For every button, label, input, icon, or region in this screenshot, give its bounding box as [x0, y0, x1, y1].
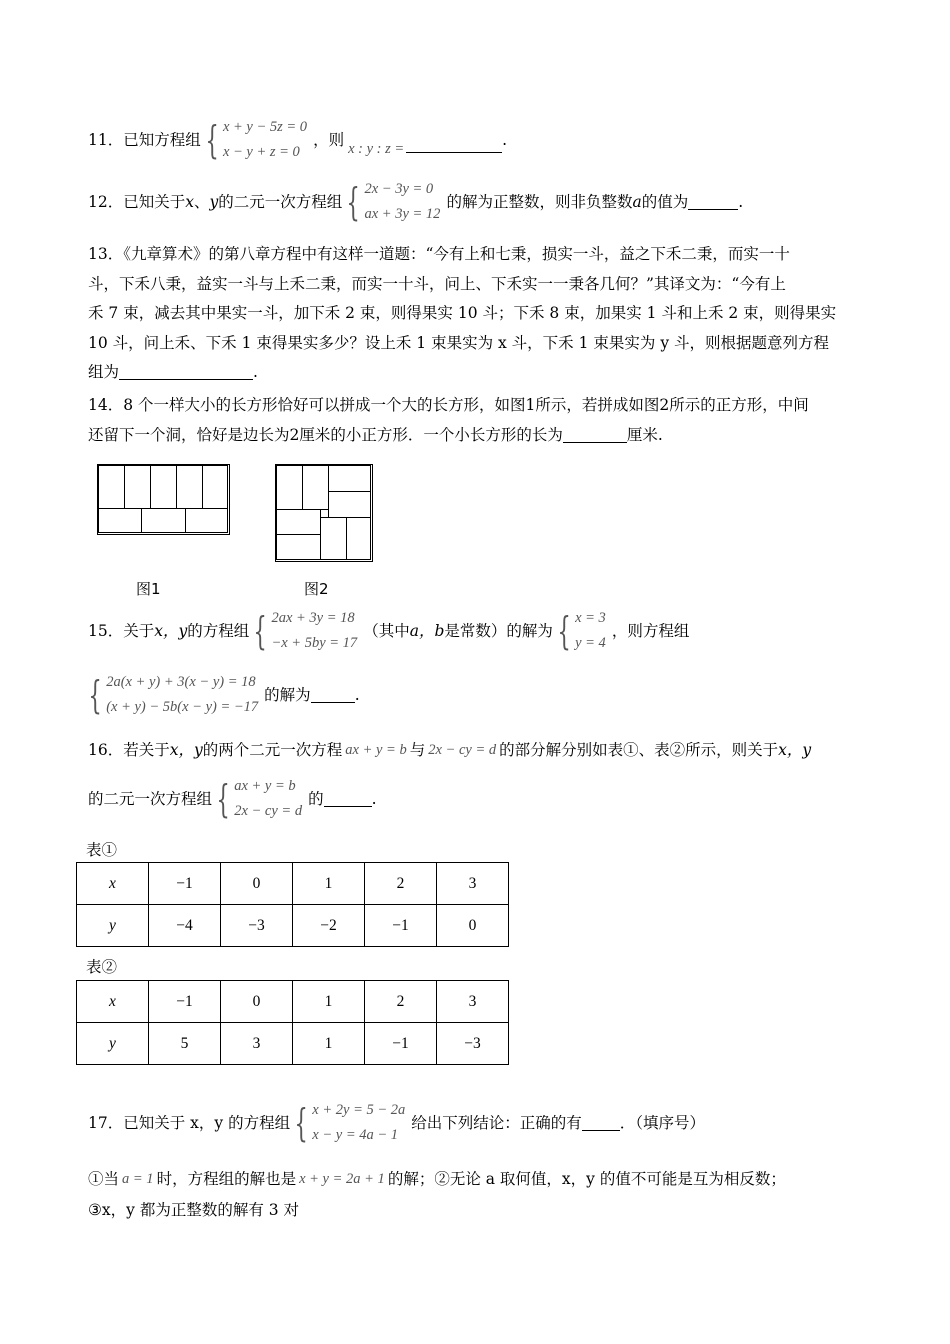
question-text: 还留下一个洞，恰好是边长为2厘米的小正方形．一个小长方形的长为	[88, 426, 563, 444]
answer-blank[interactable]	[688, 195, 738, 210]
table-cell: −3	[437, 1023, 509, 1065]
equation: 2a(x + y) + 3(x − y) = 18	[106, 674, 256, 690]
equation: ax + y = b	[345, 742, 407, 758]
brace-icon: {	[253, 609, 268, 653]
table-cell: 3	[221, 1023, 293, 1065]
variable: x	[185, 193, 194, 211]
answer-blank[interactable]	[406, 138, 502, 153]
equation: ax + 3y = 12	[364, 206, 441, 222]
table-cell: −2	[293, 905, 365, 947]
variables: x，y	[778, 741, 812, 759]
brace-icon: {	[216, 777, 230, 821]
question-text: 的方程组	[187, 622, 250, 640]
question-text: 的解为	[264, 686, 311, 704]
question-15-system	[84, 673, 360, 717]
table-cell: 5	[149, 1023, 221, 1065]
table-cell: 2	[365, 981, 437, 1023]
q13-line2: 斗，下禾八秉，益实一斗与上禾二秉，而实一十斗，问上、下禾实一一秉各几何？”其译文为：“今有上	[88, 275, 786, 293]
q17-conclusion-3: ③x，y 都为正整数的解有 3 对	[88, 1201, 300, 1219]
solution-system	[555, 609, 608, 653]
table-row	[77, 863, 509, 905]
question-text: 若关于	[123, 741, 170, 759]
question-number: 17．	[88, 1114, 124, 1132]
variables: x，y	[154, 622, 188, 640]
question-number: 12．	[88, 193, 124, 211]
rectangle	[320, 517, 347, 560]
equation-system	[292, 1101, 407, 1145]
brace-icon: {	[88, 673, 102, 717]
equation-system	[251, 609, 359, 653]
table-cell: 1	[293, 863, 365, 905]
question-text: 的值为	[641, 193, 689, 211]
variable: a	[632, 193, 642, 211]
table-cell: −1	[149, 981, 221, 1023]
question-11	[88, 118, 507, 162]
rectangle	[98, 508, 142, 533]
rectangle	[276, 534, 321, 560]
equation: x − y + z = 0	[222, 144, 300, 160]
table-cell: x	[77, 863, 149, 905]
question-text: ，则	[313, 131, 345, 149]
rectangle	[98, 465, 125, 509]
equation: −x + 5by = 17	[271, 635, 358, 651]
table-cell: −1	[365, 905, 437, 947]
rectangle	[302, 465, 329, 510]
rectangle	[141, 508, 186, 533]
question-text: ，则方程组	[611, 622, 690, 640]
figure-1-caption: 图1	[136, 580, 161, 598]
question-number: 11．	[88, 131, 124, 149]
equation: 2x − cy = d	[234, 803, 303, 819]
question-text: 的解为正整数，则非负整数	[446, 193, 633, 211]
table-cell: 0	[221, 863, 293, 905]
equation: 2ax + 3y = 18	[271, 610, 355, 626]
q13-line4: 10 斗，问上禾、下禾 1 束得果实多少？设上禾 1 束果实为 x 斗，下禾 1 束果实为 y 斗，则根据题意列方程	[88, 334, 830, 352]
table-cell: x	[77, 981, 149, 1023]
rectangle	[328, 465, 371, 492]
rectangle	[202, 465, 228, 509]
table-2	[76, 980, 509, 1065]
q14-line1: 14．8 个一样大小的长方形恰好可以拼成一个大的长方形，如图1所示，若拼成如图2所示的正方形，中间	[88, 396, 809, 414]
equation: x + y = 2a + 1	[299, 1171, 385, 1187]
table-row	[77, 1023, 509, 1065]
rectangle	[276, 465, 303, 510]
question-text: （其中	[363, 622, 410, 640]
table-cell: 3	[437, 863, 509, 905]
question-16	[88, 740, 811, 760]
table-cell: 0	[437, 905, 509, 947]
equation-system	[214, 777, 304, 821]
brace-icon: {	[294, 1101, 308, 1145]
rectangle	[185, 508, 228, 533]
question-text: 的部分解分别如表①、表②所示，则关于	[499, 741, 779, 759]
question-text: 的两个二元一次方程	[202, 741, 343, 759]
question-text: 时，方程组的解也是	[156, 1170, 297, 1188]
equation: 2x − 3y = 0	[364, 181, 434, 197]
table-cell: 0	[221, 981, 293, 1023]
rectangle	[328, 491, 371, 518]
question-text: 关于	[123, 622, 155, 640]
table-cell: 2	[365, 863, 437, 905]
ratio-expression: x : y : z =	[348, 141, 405, 157]
table-row	[77, 905, 509, 947]
period: .	[354, 686, 360, 704]
question-text: 已知方程组	[123, 131, 201, 149]
table-cell: −1	[149, 863, 221, 905]
table-cell: y	[77, 1023, 149, 1065]
rectangle	[150, 465, 177, 509]
answer-blank[interactable]	[324, 792, 372, 807]
question-16-line2	[88, 777, 377, 821]
question-text: ．（填序号）	[619, 1114, 706, 1132]
question-number: 15．	[88, 622, 124, 640]
period: .	[253, 363, 258, 381]
table-cell: −3	[221, 905, 293, 947]
q13-line1: 13．《九章算术》的第八章方程中有这样一道题：“今有上和七秉，损实一斗，益之下禾二秉，而实一十	[88, 245, 790, 263]
equation: 2x − cy = d	[428, 742, 497, 758]
variable: y	[209, 193, 219, 211]
period: .	[502, 131, 508, 149]
equation: x + y − 5z = 0	[222, 119, 308, 135]
question-text: 的二元一次方程组	[218, 193, 343, 211]
answer-blank[interactable]	[563, 428, 627, 443]
question-15	[88, 609, 689, 653]
equation-system	[86, 673, 260, 717]
question-text: 的二元一次方程组	[88, 790, 213, 808]
rectangle	[346, 517, 371, 560]
variables: x，y	[169, 741, 203, 759]
question-12	[88, 180, 743, 224]
equation: (x + y) − 5b(x − y) = −17	[106, 699, 259, 715]
table-1	[76, 862, 509, 947]
equation: y = 4	[575, 635, 606, 651]
brace-icon: {	[557, 609, 571, 653]
period: .	[371, 790, 377, 808]
question-text: 、	[194, 193, 210, 211]
question-text: 已知关于	[123, 193, 186, 211]
equation: x = 3	[575, 610, 606, 626]
q13-line3: 禾 7 束，减去其中果实一斗，加下禾 2 束，则得果实 10 斗；下禾 8 束，加果实 1 斗和上禾 2 束，则得果实	[88, 304, 837, 322]
equation: ax + y = b	[234, 778, 296, 794]
figure-2-caption: 图2	[304, 580, 329, 598]
answer-blank[interactable]	[311, 688, 355, 703]
question-text: 给出下列结论：正确的有	[411, 1114, 582, 1132]
equation: x + 2y = 5 − 2a	[312, 1102, 406, 1118]
equation-system	[344, 180, 442, 224]
variables: a，b	[409, 622, 445, 640]
question-text: 组为	[88, 363, 120, 381]
question-text: 是常数）的解为	[444, 622, 553, 640]
q14-line2	[88, 425, 663, 445]
equation: x − y = 4a − 1	[312, 1127, 399, 1143]
period: .	[738, 193, 744, 211]
q17-conclusions-1	[88, 1169, 786, 1189]
table-cell: 1	[293, 981, 365, 1023]
table-cell: 1	[293, 1023, 365, 1065]
q13-line5	[88, 362, 258, 382]
table-cell: −1	[365, 1023, 437, 1065]
question-text: 的	[308, 790, 324, 808]
question-text: 与	[409, 741, 426, 759]
question-text: 的解；②无论 a 取何值，x，y 的值不可能是互为相反数；	[387, 1170, 786, 1188]
question-number: 16．	[88, 741, 124, 759]
table-row	[77, 981, 509, 1023]
equation-system	[203, 118, 309, 162]
figure-2	[275, 464, 373, 562]
answer-blank[interactable]	[119, 365, 253, 380]
answer-blank[interactable]	[582, 1116, 620, 1131]
rectangle	[276, 509, 321, 535]
equation: a = 1	[122, 1171, 154, 1187]
table-1-label: 表①	[86, 841, 118, 859]
brace-icon: {	[205, 118, 219, 162]
question-text: 已知关于 x，y 的方程组	[123, 1114, 291, 1132]
table-cell: −4	[149, 905, 221, 947]
question-text: 厘米.	[626, 426, 663, 444]
rectangle	[176, 465, 203, 509]
table-cell: y	[77, 905, 149, 947]
table-2-label: 表②	[86, 958, 118, 976]
rectangle	[124, 465, 151, 509]
table-cell: 3	[437, 981, 509, 1023]
figure-1	[97, 464, 230, 535]
question-17	[88, 1101, 705, 1145]
brace-icon: {	[346, 180, 361, 224]
question-text: ①当	[88, 1170, 120, 1188]
